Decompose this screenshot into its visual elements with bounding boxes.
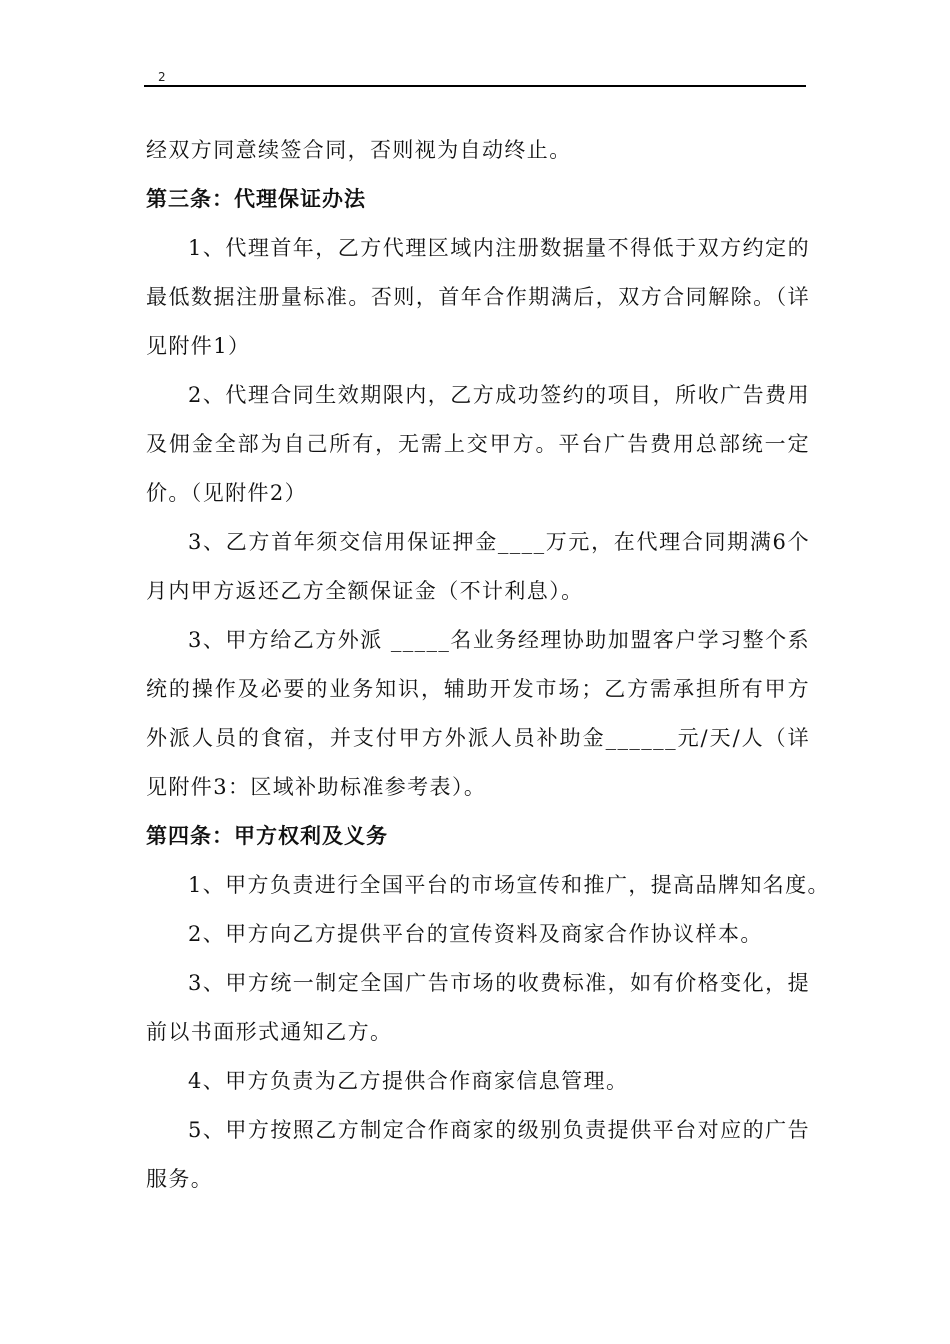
paragraph-continuation: 经双方同意续签合同，否则视为自动终止。: [146, 138, 572, 162]
header-rule: [144, 85, 806, 87]
clause-3-1: 1、代理首年，乙方代理区域内注册数据量不得低于双方约定的最低数据注册量标准。否则，首年合作期满后，双方合同解除。（详见附件1）: [146, 236, 810, 358]
clause-4-5: 5、甲方按照乙方制定合作商家的级别负责提供平台对应的广告服务。: [146, 1118, 810, 1191]
page-number: 2: [158, 70, 166, 84]
section-heading-article-4: 第四条：甲方权利及义务: [146, 824, 388, 848]
clause-4-4: 4、甲方负责为乙方提供合作商家信息管理。: [188, 1069, 629, 1093]
clause-4-1: 1、甲方负责进行全国平台的市场宣传和推广，提高品牌知名度。: [188, 873, 830, 897]
document-body: [146, 126, 830, 1204]
clause-4-3: 3、甲方统一制定全国广告市场的收费标准，如有价格变化，提前以书面形式通知乙方。: [146, 971, 810, 1044]
section-heading-article-3: 第三条：代理保证办法: [146, 187, 366, 211]
clause-4-2: 2、甲方向乙方提供平台的宣传资料及商家合作协议样本。: [188, 922, 763, 946]
clause-3-3-dispatch: 3、甲方给乙方外派 _____名业务经理协助加盟客户学习整个系统的操作及必要的业务知识，辅助开发市场；乙方需承担所有甲方外派人员的食宿，并支付甲方外派人员补助金______元/天/人（详见附件3：区域补助标准参考表）。: [146, 628, 810, 799]
clause-3-3-deposit: 3、乙方首年须交信用保证押金____万元，在代理合同期满6个月内甲方返还乙方全额保证金（不计利息）。: [146, 530, 810, 603]
clause-3-2: 2、代理合同生效期限内，乙方成功签约的项目，所收广告费用及佣金全部为自己所有，无需上交甲方。平台广告费用总部统一定价。（见附件2）: [146, 383, 810, 505]
